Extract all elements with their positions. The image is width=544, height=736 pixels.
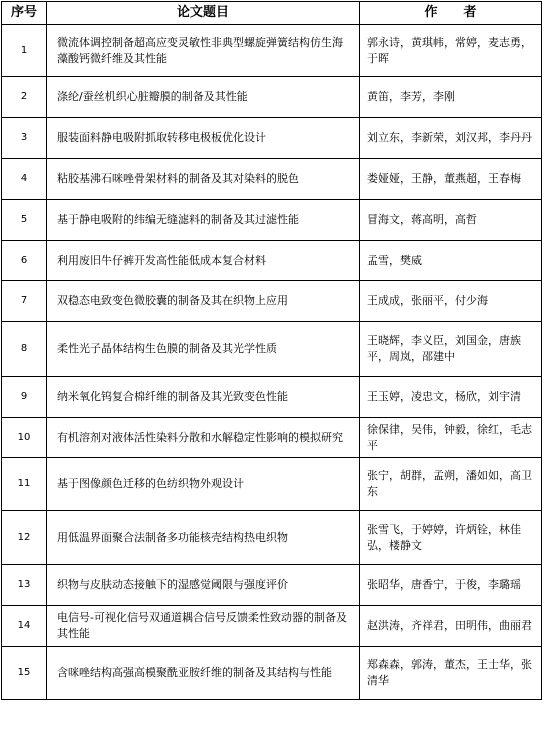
paper-title: 纳米氧化钨复合棉纤维的制备及其光致变色性能 <box>47 377 360 418</box>
row-index: 6 <box>2 241 47 281</box>
table-row <box>2 458 542 511</box>
row-index: 1 <box>2 25 47 77</box>
table-row <box>2 418 542 458</box>
paper-authors: 娄娅娅，王静，董燕超，王春梅 <box>360 159 542 200</box>
paper-title: 基于图像颜色迁移的色纺织物外观设计 <box>47 458 360 511</box>
table-row <box>2 25 542 77</box>
paper-authors: 冒海文，蒋高明，高哲 <box>360 200 542 241</box>
paper-title: 用低温界面聚合法制备多功能核壳结构热电织物 <box>47 511 360 565</box>
paper-title: 涤纶/蚕丝机织心脏瓣膜的制备及其性能 <box>47 77 360 118</box>
paper-title: 基于静电吸附的纬编无缝滤料的制备及其过滤性能 <box>47 200 360 241</box>
paper-authors: 张宁，胡群，孟朔，潘如如，高卫东 <box>360 458 542 511</box>
paper-title: 粘胶基沸石咪唑骨架材料的制备及其对染料的脱色 <box>47 159 360 200</box>
row-index: 14 <box>2 606 47 647</box>
paper-authors: 黄笛，李芳，李刚 <box>360 77 542 118</box>
paper-authors: 徐保律，吴伟，钟毅，徐红，毛志平 <box>360 418 542 458</box>
header-authors: 作 者 <box>360 2 542 25</box>
table-row <box>2 118 542 159</box>
paper-title: 服装面料静电吸附抓取转移电极板优化设计 <box>47 118 360 159</box>
paper-authors: 郭永诗，黄琪帏，常婷，麦志勇，于晖 <box>360 25 542 77</box>
table-row <box>2 647 542 700</box>
paper-authors: 王晓辉，李义臣，刘国金，唐族平，周岚，邵建中 <box>360 322 542 377</box>
paper-authors: 赵洪涛，齐祥君，田明伟，曲丽君 <box>360 606 542 647</box>
paper-authors: 孟雪，樊威 <box>360 241 542 281</box>
paper-authors: 张雪飞，于婷婷，许炳铨，林佳弘，楼静文 <box>360 511 542 565</box>
paper-authors: 王玉婷，凌忠文，杨欣，刘宇清 <box>360 377 542 418</box>
paper-title: 柔性光子晶体结构生色膜的制备及其光学性质 <box>47 322 360 377</box>
table-row <box>2 159 542 200</box>
table-row <box>2 77 542 118</box>
paper-title: 微流体调控制备超高应变灵敏性非典型螺旋弹簧结构仿生海藻酸钙微纤维及其性能 <box>47 25 360 77</box>
table-row <box>2 511 542 565</box>
row-index: 12 <box>2 511 47 565</box>
row-index: 5 <box>2 200 47 241</box>
row-index: 11 <box>2 458 47 511</box>
table-row <box>2 241 542 281</box>
row-index: 13 <box>2 565 47 606</box>
row-index: 15 <box>2 647 47 700</box>
paper-title: 含咪唑结构高强高模聚酰亚胺纤维的制备及其结构与性能 <box>47 647 360 700</box>
table-row <box>2 565 542 606</box>
paper-authors: 郑森森，郭涛，董杰，王士华，张清华 <box>360 647 542 700</box>
row-index: 3 <box>2 118 47 159</box>
paper-title: 利用废旧牛仔裤开发高性能低成本复合材料 <box>47 241 360 281</box>
paper-authors: 王成成，张丽平，付少海 <box>360 281 542 322</box>
table-row <box>2 377 542 418</box>
table-header-row <box>2 2 542 25</box>
paper-title: 双稳态电致变色微胶囊的制备及其在织物上应用 <box>47 281 360 322</box>
paper-authors: 刘立东，李新荣，刘汉邦，李丹丹 <box>360 118 542 159</box>
paper-authors: 张昭华，唐香宁，于俊，李璐瑶 <box>360 565 542 606</box>
row-index: 2 <box>2 77 47 118</box>
paper-title: 电信号-可视化信号双通道耦合信号反馈柔性致动器的制备及其性能 <box>47 606 360 647</box>
header-index: 序号 <box>2 2 47 25</box>
table-row <box>2 200 542 241</box>
header-title: 论文题目 <box>47 2 360 25</box>
row-index: 10 <box>2 418 47 458</box>
paper-title: 有机溶剂对液体活性染料分散和水解稳定性影响的模拟研究 <box>47 418 360 458</box>
table-row <box>2 322 542 377</box>
table-row <box>2 281 542 322</box>
row-index: 7 <box>2 281 47 322</box>
table-row <box>2 606 542 647</box>
row-index: 8 <box>2 322 47 377</box>
row-index: 4 <box>2 159 47 200</box>
papers-table <box>1 1 542 700</box>
paper-title: 织物与皮肤动态接触下的湿感觉阈限与强度评价 <box>47 565 360 606</box>
row-index: 9 <box>2 377 47 418</box>
table-body <box>2 25 542 700</box>
